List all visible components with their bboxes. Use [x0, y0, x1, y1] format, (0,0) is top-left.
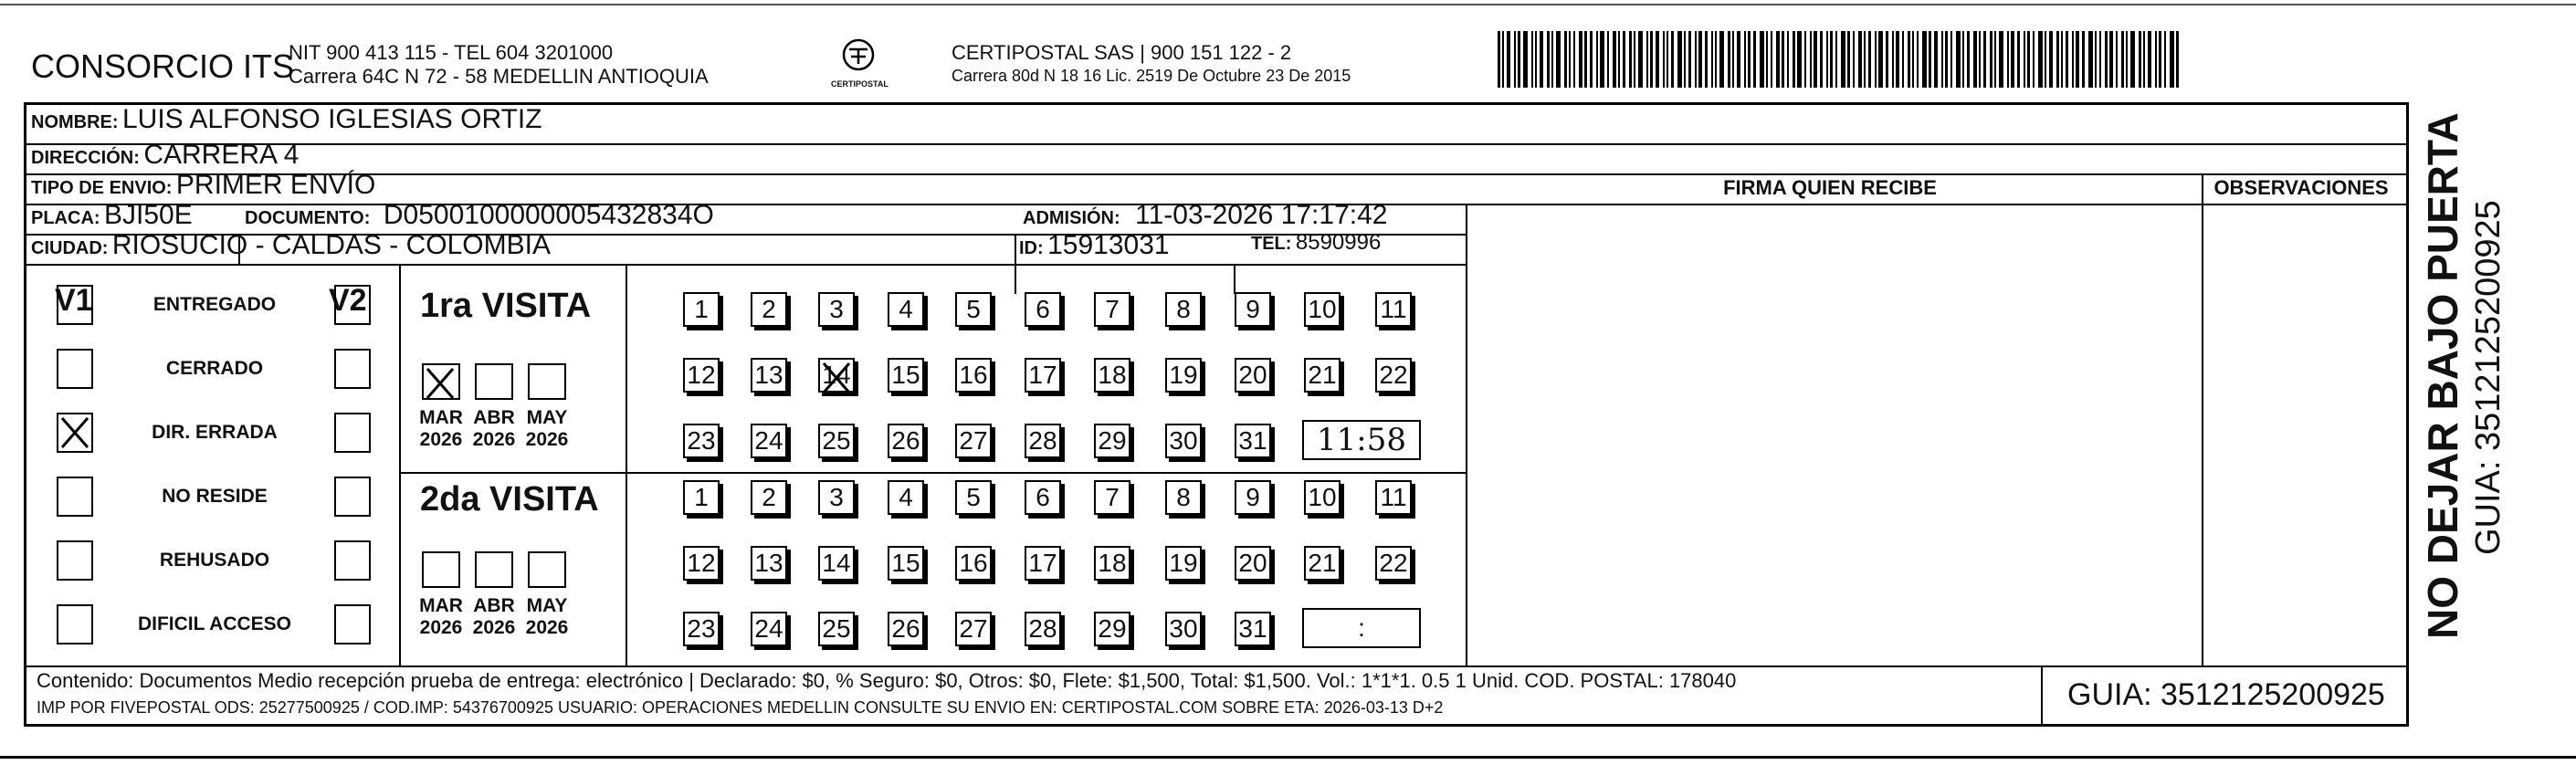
barcode-bar — [2072, 31, 2074, 88]
barcode-bar — [1629, 31, 1632, 88]
certipostal-logo — [831, 37, 886, 91]
visit1-day-4[interactable]: 4 — [888, 292, 924, 327]
barcode-bar — [1596, 31, 1598, 88]
barcode-bar — [1613, 31, 1616, 88]
barcode-bar — [2109, 31, 2113, 88]
barcode-bar — [2061, 31, 2063, 88]
nombre-value: LUIS ALFONSO IGLESIAS ORTIZ — [122, 104, 542, 134]
barcode-bar — [1902, 31, 1904, 88]
ciudad-value: RIOSUCIO - CALDAS - COLOMBIA — [111, 230, 551, 260]
barcode-bar — [2126, 31, 2128, 88]
visit2-day-10[interactable]: 10 — [1304, 480, 1341, 515]
nit-line: NIT 900 413 115 - TEL 604 3201000 — [289, 41, 614, 64]
status-option-label: CERRADO — [165, 358, 264, 379]
v1-header: V1 — [55, 283, 93, 318]
barcode-bar — [1744, 31, 1746, 88]
barcode-bar — [2088, 31, 2093, 88]
barcode-bar — [1514, 31, 1516, 88]
footer-guia: GUIA: 3512125200925 — [2067, 677, 2385, 712]
barcode-bar — [1787, 31, 1789, 88]
visit1-day-13[interactable]: 13 — [751, 358, 787, 393]
placa-label: PLACA: — [31, 208, 100, 228]
barcode-bar — [1967, 31, 1970, 88]
barcode-bar — [1782, 31, 1784, 88]
visit1-month-label — [413, 407, 469, 451]
barcode-bar — [2024, 31, 2025, 88]
visit1-day-19[interactable]: 19 — [1165, 358, 1202, 393]
barcode-bar — [2164, 31, 2166, 88]
barcode-bar — [1551, 31, 1553, 88]
barcode-bar — [2170, 31, 2174, 88]
visit2-day-25[interactable]: 25 — [818, 612, 855, 646]
visit2-day-7[interactable]: 7 — [1094, 480, 1130, 515]
barcode-bar — [2007, 31, 2009, 88]
visit2-day-29[interactable]: 29 — [1094, 612, 1130, 646]
visit2-day-6[interactable]: 6 — [1025, 480, 1061, 515]
v2-checkbox-1[interactable] — [334, 349, 371, 389]
barcode-bar — [1793, 31, 1795, 88]
barcode-bar — [2121, 31, 2124, 88]
placa-field — [31, 200, 193, 231]
visit2-day-14[interactable]: 14 — [818, 546, 855, 581]
barcode-bar — [1858, 31, 1862, 88]
month-name: ABR — [473, 595, 515, 616]
address-line: Carrera 64C N 72 - 58 MEDELLIN ANTIOQUIA — [289, 65, 709, 88]
barcode-bar — [1835, 31, 1837, 88]
visit1-day-22[interactable]: 22 — [1375, 358, 1412, 393]
month-year: 2026 — [472, 617, 516, 638]
barcode-bar — [1922, 31, 1927, 88]
barcode-bar — [1547, 31, 1550, 88]
barcode-bar — [1728, 31, 1730, 88]
barcode-bar — [2148, 31, 2151, 88]
barcode-bar — [1556, 31, 1561, 88]
barcode-bar — [1766, 31, 1768, 88]
barcode-bar — [1956, 31, 1961, 88]
visit2-month-label — [413, 595, 469, 639]
barcode-bar — [1814, 31, 1817, 88]
v1-checkbox-2[interactable] — [57, 413, 93, 453]
barcode-bar — [2056, 31, 2059, 88]
barcode-bar — [1941, 31, 1943, 88]
visit1-day-5[interactable]: 5 — [955, 292, 992, 327]
barcode-bar — [1864, 31, 1866, 88]
visit1-time-field[interactable]: 11:58 — [1302, 420, 1421, 460]
barcode-bar — [2143, 31, 2145, 88]
barcode-bar — [2155, 31, 2157, 88]
check-x-icon — [424, 365, 457, 402]
visit2-day-8[interactable]: 8 — [1165, 480, 1202, 515]
visit1-day-31[interactable]: 31 — [1235, 424, 1271, 458]
barcode-bar — [1498, 31, 1500, 88]
barcode-bar — [1820, 31, 1823, 88]
barcode-bar — [1853, 31, 1855, 88]
visit1-month-checkbox-0[interactable] — [422, 363, 460, 400]
visit1-month-label — [466, 407, 522, 451]
documento-label: DOCUMENTO: — [245, 208, 371, 228]
month-year: 2026 — [525, 617, 569, 638]
visit2-day-15[interactable]: 15 — [888, 546, 924, 581]
tipo-envio-value: PRIMER ENVÍO — [175, 170, 376, 200]
v2-checkbox-0[interactable] — [334, 285, 371, 325]
side-guia-text: GUIA: 3512125200925 — [2469, 200, 2508, 555]
barcode-bar — [1830, 31, 1833, 88]
barcode-bar — [1590, 31, 1593, 88]
month-year: 2026 — [472, 429, 516, 450]
v1-checkbox-4[interactable] — [57, 540, 93, 581]
barcode-bar — [1695, 31, 1697, 88]
barcode-bar — [1600, 31, 1604, 88]
visit2-month-label — [466, 595, 522, 639]
company-name: CONSORCIO ITS — [31, 47, 295, 85]
visit1-day-3[interactable]: 3 — [818, 292, 855, 327]
barcode-bar — [2076, 31, 2079, 88]
bottom-cut-line — [0, 756, 2576, 759]
barcode-bar — [1934, 31, 1938, 88]
barcode-bar — [1776, 31, 1780, 88]
v2-checkbox-2[interactable] — [334, 413, 371, 453]
status-option-label: REHUSADO — [159, 550, 270, 571]
barcode-bar — [1569, 31, 1571, 88]
visit2-day-2[interactable]: 2 — [751, 480, 787, 515]
barcode-bar — [2099, 31, 2101, 88]
id-field — [1019, 230, 1170, 261]
barcode-bar — [2159, 31, 2161, 88]
barcode-bar — [1531, 31, 1533, 88]
visit2-day-23[interactable]: 23 — [683, 612, 720, 646]
visit2-day-30[interactable]: 30 — [1165, 612, 1202, 646]
visit1-title: 1ra VISITA — [420, 287, 592, 325]
visit2-day-26[interactable]: 26 — [888, 612, 924, 646]
visit2-day-16[interactable]: 16 — [955, 546, 992, 581]
visit2-day-22[interactable]: 22 — [1375, 546, 1412, 581]
barcode-bar — [1540, 31, 1543, 88]
visit1-day-27[interactable]: 27 — [955, 424, 992, 458]
barcode-bar — [1579, 31, 1582, 88]
barcode-bar — [1929, 31, 1931, 88]
visit1-month-checkbox-1[interactable] — [475, 363, 513, 400]
barcode-bar — [1646, 31, 1648, 88]
nombre-label: NOMBRE: — [31, 112, 119, 132]
barcode-bar — [1892, 31, 1894, 88]
barcode-bar — [1878, 31, 1883, 88]
month-name: MAR — [419, 595, 463, 616]
visit2-day-27[interactable]: 27 — [955, 612, 992, 646]
visit2-title: 2da VISITA — [420, 480, 599, 519]
visit1-day-15[interactable]: 15 — [888, 358, 924, 393]
direccion-field — [31, 140, 299, 171]
logo-text: CERTIPOSTAL — [831, 79, 888, 89]
nombre-field — [31, 104, 542, 135]
tel-value: 8590996 — [1295, 230, 1382, 255]
barcode-bar — [1607, 31, 1609, 88]
visit1-day-14[interactable]: 14 — [818, 358, 855, 393]
barcode-bar — [1847, 31, 1850, 88]
month-name: ABR — [473, 407, 515, 428]
visit2-month-checkbox-1[interactable] — [475, 551, 513, 588]
v1-checkbox-1[interactable] — [57, 349, 93, 389]
v1-checkbox-5[interactable] — [57, 604, 93, 644]
barcode-bar — [1973, 31, 1977, 88]
direccion-label: DIRECCIÓN: — [31, 148, 140, 168]
barcode-bar — [2066, 31, 2068, 88]
v1-checkbox-0[interactable] — [57, 285, 93, 325]
no-dejar-bajo-puerta — [2418, 112, 2467, 639]
visit2-day-5[interactable]: 5 — [955, 480, 992, 515]
barcode-bar — [1917, 31, 1919, 88]
barcode-bar — [1518, 31, 1520, 88]
barcode-bar — [2095, 31, 2097, 88]
visit1-day-8[interactable]: 8 — [1165, 292, 1202, 327]
month-name: MAR — [419, 407, 463, 428]
visit1-day-16[interactable]: 16 — [955, 358, 992, 393]
month-year: 2026 — [525, 429, 569, 450]
v2-header: V2 — [329, 283, 367, 318]
visit1-day-9[interactable]: 9 — [1235, 292, 1271, 327]
visit2-day-13[interactable]: 13 — [751, 546, 787, 581]
barcode-bar — [1523, 31, 1528, 88]
barcode-bar — [1875, 31, 1877, 88]
v2-checkbox-5[interactable] — [334, 604, 371, 644]
v2-checkbox-4[interactable] — [334, 540, 371, 581]
barcode-bar — [2105, 31, 2108, 88]
barcode-bar — [1584, 31, 1587, 88]
tel-label: TEL: — [1251, 234, 1292, 254]
visit1-day-29[interactable]: 29 — [1094, 424, 1130, 458]
barcode-bar — [1573, 31, 1575, 88]
visit2-day-19[interactable]: 19 — [1165, 546, 1202, 581]
status-option-label: DIR. ERRADA — [152, 422, 278, 443]
barcode-bar — [1760, 31, 1764, 88]
visit1-day-1[interactable]: 1 — [683, 292, 720, 327]
visit1-day-11[interactable]: 11 — [1375, 292, 1412, 327]
visit2-day-9[interactable]: 9 — [1235, 480, 1271, 515]
barcode-bar — [1826, 31, 1828, 88]
barcode-bar — [1618, 31, 1620, 88]
barcode-bar — [1667, 31, 1668, 88]
v2-checkbox-3[interactable] — [334, 477, 371, 517]
visit1-day-28[interactable]: 28 — [1025, 424, 1061, 458]
visit2-day-28[interactable]: 28 — [1025, 612, 1061, 646]
barcode-bar — [1908, 31, 1910, 88]
barcode-bar — [2017, 31, 2020, 88]
status-option-label: NO RESIDE — [162, 486, 268, 507]
documento-field — [245, 200, 714, 231]
barcode-bar — [2045, 31, 2046, 88]
visit1-day-10[interactable]: 10 — [1304, 292, 1341, 327]
visit2-day-11[interactable]: 11 — [1375, 480, 1412, 515]
barcode-bar — [2033, 31, 2035, 88]
barcode-bar — [1804, 31, 1806, 88]
visit1-day-25[interactable]: 25 — [818, 424, 855, 458]
visit1-day-7[interactable]: 7 — [1094, 292, 1130, 327]
tel-field — [1251, 230, 1381, 256]
barcode-bar — [1698, 31, 1702, 88]
barcode-bar — [2038, 31, 2043, 88]
barcode-bar — [2176, 31, 2179, 88]
barcode-bar — [1945, 31, 1948, 88]
visit2-day-20[interactable]: 20 — [1235, 546, 1271, 581]
month-year: 2026 — [419, 617, 463, 638]
footer-contents: Contenido: Documentos Medio recepción prueba de entrega: electrónico | Declarado: $0, % Seguro: $0, Otros: $0, Flete: $1,500, Total: $1,500. Vol.: 1*1*1. 0.5 1 Unid. COD. POSTAL: 178040 — [37, 669, 1737, 692]
ciudad-label: CIUDAD: — [31, 238, 109, 258]
visit1-day-30[interactable]: 30 — [1165, 424, 1202, 458]
ciudad-field — [31, 230, 551, 261]
certipostal-line: CERTIPOSTAL SAS | 900 151 122 - 2 — [952, 41, 1292, 64]
visit1-day-12[interactable]: 12 — [683, 358, 720, 393]
visit1-day-21[interactable]: 21 — [1304, 358, 1341, 393]
barcode-bar — [2011, 31, 2014, 88]
visit2-day-1[interactable]: 1 — [683, 480, 720, 515]
barcode-bar — [1994, 31, 1996, 88]
barcode-bar — [1753, 31, 1756, 88]
barcode-bar — [2130, 31, 2135, 88]
visit2-day-18[interactable]: 18 — [1094, 546, 1130, 581]
top-cut-line — [0, 4, 2576, 5]
barcode-bar — [1502, 31, 1504, 88]
observaciones-header: OBSERVACIONES — [2213, 176, 2389, 199]
barcode-bar — [1896, 31, 1899, 88]
no-dejar-text: NO DEJAR BAJO PUERTA — [2419, 112, 2466, 639]
barcode-bar — [1962, 31, 1964, 88]
visit1-day-6[interactable]: 6 — [1025, 292, 1061, 327]
id-label: ID: — [1019, 238, 1044, 258]
barcode-bar — [1990, 31, 1992, 88]
admision-field — [1023, 200, 1387, 231]
barcode-bar — [1983, 31, 1986, 88]
barcode-bar — [1841, 31, 1845, 88]
barcode-bar — [1912, 31, 1914, 88]
visit1-day-2[interactable]: 2 — [751, 292, 787, 327]
visit1-month-checkbox-2[interactable] — [528, 363, 566, 400]
barcode-bar — [1950, 31, 1952, 88]
visit1-day-17[interactable]: 17 — [1025, 358, 1061, 393]
tipo-envio-field — [31, 170, 375, 201]
barcode-bar — [2116, 31, 2118, 88]
barcode-bar — [1797, 31, 1802, 88]
visit1-day-26[interactable]: 26 — [888, 424, 924, 458]
status-option-label: DIFICIL ACCESO — [137, 613, 291, 634]
barcode-bar — [1715, 31, 1717, 88]
license-line: Carrera 80d N 18 16 Lic. 2519 De Octubre 23 De 2015 — [952, 67, 1351, 85]
barcode-bar — [1650, 31, 1653, 88]
barcode-bar — [1638, 31, 1643, 88]
barcode-bar — [1535, 31, 1537, 88]
visit1-month-label — [519, 407, 575, 451]
visit2-day-24[interactable]: 24 — [751, 612, 787, 646]
footer-print-info: IMP POR FIVEPOSTAL ODS: 25277500925 / COD.IMP: 54376700925 USUARIO: OPERACIONES MEDELLIN CONSULTE SU ENVIO EN: CERTIPOSTAL.COM SOBRE ETA: 2026-03-13 D+2 — [37, 698, 1444, 717]
visit1-day-23[interactable]: 23 — [683, 424, 720, 458]
visit2-day-4[interactable]: 4 — [888, 480, 924, 515]
barcode-bar — [2082, 31, 2085, 88]
month-year: 2026 — [419, 429, 463, 450]
admision-label: ADMISIÓN: — [1023, 208, 1120, 228]
barcode-bar — [1737, 31, 1740, 88]
visit2-day-21[interactable]: 21 — [1304, 546, 1341, 581]
barcode-bar — [1810, 31, 1812, 88]
barcode-bar — [1748, 31, 1751, 88]
logo-mark-icon — [831, 37, 886, 75]
visit2-time-field[interactable]: : — [1302, 608, 1421, 648]
barcode-bar — [1732, 31, 1734, 88]
admision-value: 11-03-2026 17:17:42 — [1135, 200, 1388, 230]
visit2-day-17[interactable]: 17 — [1025, 546, 1061, 581]
visit2-day-3[interactable]: 3 — [818, 480, 855, 515]
barcode-bar — [1719, 31, 1724, 88]
placa-value: BJI50E — [104, 200, 193, 230]
firma-header: FIRMA QUIEN RECIBE — [1723, 176, 1937, 199]
month-name: MAY — [526, 407, 568, 428]
visit2-month-checkbox-2[interactable] — [528, 551, 566, 588]
visit2-month-checkbox-0[interactable] — [422, 551, 460, 588]
barcode-bar — [2049, 31, 2053, 88]
visit2-month-label — [519, 595, 575, 639]
barcode-bar — [2027, 31, 2030, 88]
barcode-bar — [1705, 31, 1708, 88]
barcode — [1498, 31, 2233, 88]
barcode-bar — [1979, 31, 1981, 88]
barcode-bar — [1663, 31, 1665, 88]
visit2-day-12[interactable]: 12 — [683, 546, 720, 581]
barcode-bar — [1886, 31, 1888, 88]
documento-value: D0500100000005432834O — [383, 200, 714, 230]
v1-checkbox-3[interactable] — [57, 477, 93, 517]
barcode-bar — [1564, 31, 1567, 88]
tipo-envio-label: TIPO DE ENVIO: — [31, 178, 173, 198]
visit2-day-31[interactable]: 31 — [1235, 612, 1271, 646]
check-x-icon — [820, 360, 853, 396]
barcode-bar — [1711, 31, 1713, 88]
side-guia — [2469, 200, 2508, 555]
barcode-bar — [1684, 31, 1686, 88]
visit1-day-20[interactable]: 20 — [1235, 358, 1271, 393]
direccion-value: CARRERA 4 — [143, 140, 300, 170]
barcode-bar — [1677, 31, 1682, 88]
status-option-label: ENTREGADO — [152, 294, 277, 315]
barcode-bar — [2139, 31, 2141, 88]
barcode-bar — [1507, 31, 1510, 88]
barcode-bar — [1868, 31, 1871, 88]
visit1-day-18[interactable]: 18 — [1094, 358, 1130, 393]
barcode-bar — [1671, 31, 1674, 88]
barcode-bar — [1999, 31, 2003, 88]
id-value: 15913031 — [1047, 230, 1170, 260]
barcode-bar — [1623, 31, 1625, 88]
visit1-day-24[interactable]: 24 — [751, 424, 787, 458]
barcode-bar — [1656, 31, 1659, 88]
barcode-bar — [1688, 31, 1691, 88]
month-name: MAY — [526, 595, 568, 616]
check-x-icon — [58, 414, 91, 451]
barcode-bar — [1771, 31, 1772, 88]
barcode-bar — [1634, 31, 1635, 88]
